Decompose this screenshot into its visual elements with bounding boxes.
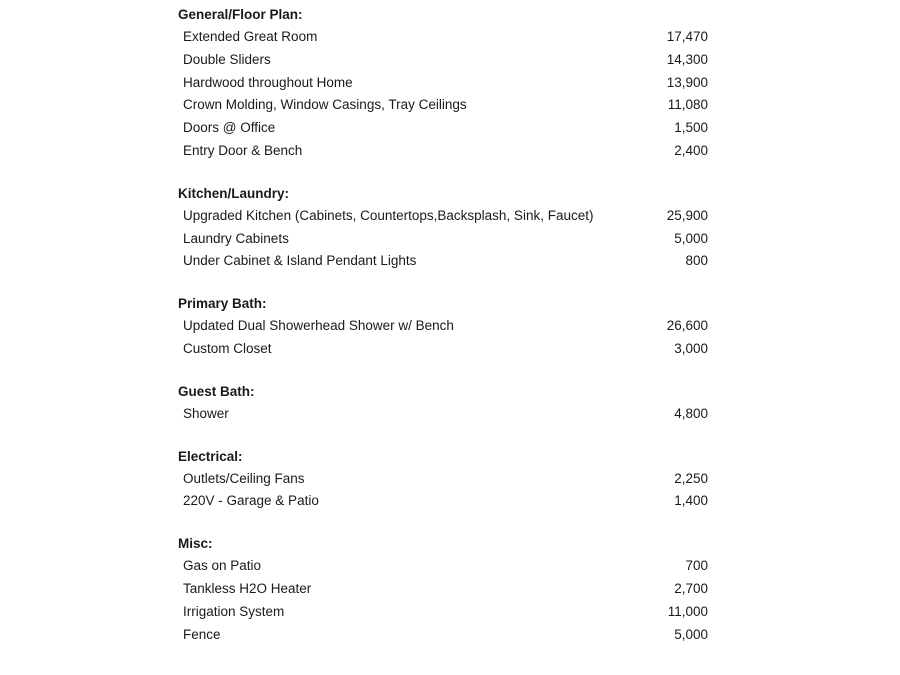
section-primary-bath bbox=[178, 293, 718, 361]
list-item bbox=[178, 468, 718, 491]
section-title: Primary Bath: bbox=[178, 296, 267, 312]
item-label: Entry Door & Bench bbox=[183, 142, 303, 158]
item-amount: 2,700 bbox=[674, 580, 708, 596]
item-amount: 2,250 bbox=[674, 470, 708, 486]
item-label: Upgraded Kitchen (Cabinets, Countertops,Backsplash, Sink, Faucet) bbox=[183, 207, 594, 223]
item-amount: 26,600 bbox=[666, 318, 708, 334]
item-amount: 700 bbox=[685, 558, 708, 574]
item-label: 220V - Garage & Patio bbox=[183, 493, 319, 509]
item-amount: 25,900 bbox=[666, 207, 708, 223]
upgrade-cost-list bbox=[178, 4, 718, 666]
item-amount: 1,400 bbox=[674, 493, 708, 509]
item-label: Shower bbox=[183, 405, 229, 421]
item-label: Hardwood throughout Home bbox=[183, 74, 353, 90]
section-title: Kitchen/Laundry: bbox=[178, 185, 290, 201]
section-guest-bath bbox=[178, 381, 718, 426]
item-label: Updated Dual Showerhead Shower w/ Bench bbox=[183, 318, 454, 334]
list-item bbox=[178, 49, 718, 72]
section-title: Guest Bath: bbox=[178, 383, 255, 399]
item-label: Crown Molding, Window Casings, Tray Ceilings bbox=[183, 97, 467, 113]
list-item bbox=[178, 117, 718, 140]
list-item bbox=[178, 601, 718, 624]
item-label: Laundry Cabinets bbox=[183, 230, 289, 246]
item-label: Irrigation System bbox=[183, 603, 285, 619]
list-item bbox=[178, 250, 718, 273]
list-item bbox=[178, 403, 718, 426]
section-title: Misc: bbox=[178, 536, 213, 552]
list-item bbox=[178, 338, 718, 361]
list-item bbox=[178, 578, 718, 601]
list-item bbox=[178, 315, 718, 338]
item-amount: 5,000 bbox=[674, 626, 708, 642]
item-amount: 4,800 bbox=[674, 405, 708, 421]
item-amount: 17,470 bbox=[666, 29, 708, 44]
item-label: Extended Great Room bbox=[183, 29, 318, 44]
list-item bbox=[178, 228, 718, 251]
item-amount: 3,000 bbox=[674, 340, 708, 356]
list-item bbox=[178, 94, 718, 117]
item-label: Double Sliders bbox=[183, 51, 271, 67]
item-label: Custom Closet bbox=[183, 340, 272, 356]
item-label: Gas on Patio bbox=[183, 558, 262, 574]
list-item bbox=[178, 140, 718, 163]
item-amount: 11,000 bbox=[667, 603, 708, 619]
item-amount: 5,000 bbox=[674, 230, 708, 246]
list-item bbox=[178, 72, 718, 95]
item-amount: 11,080 bbox=[667, 97, 708, 113]
item-label: Doors @ Office bbox=[183, 120, 276, 136]
section-electrical bbox=[178, 446, 718, 514]
item-amount: 13,900 bbox=[666, 74, 708, 90]
item-label: Fence bbox=[183, 626, 221, 642]
list-item bbox=[178, 205, 718, 228]
item-label: Under Cabinet & Island Pendant Lights bbox=[183, 253, 417, 269]
item-amount: 14,300 bbox=[666, 51, 708, 67]
item-label: Outlets/Ceiling Fans bbox=[183, 470, 305, 486]
item-label: Tankless H2O Heater bbox=[183, 580, 312, 596]
section-title: General/Floor Plan: bbox=[178, 7, 303, 22]
item-amount: 2,400 bbox=[674, 142, 708, 158]
item-amount: 1,500 bbox=[674, 120, 708, 136]
section-misc bbox=[178, 533, 718, 646]
list-item bbox=[178, 490, 718, 513]
section-title: Electrical: bbox=[178, 448, 243, 464]
item-amount: 800 bbox=[685, 253, 708, 269]
list-item bbox=[178, 555, 718, 578]
list-item bbox=[178, 26, 718, 49]
list-item bbox=[178, 624, 718, 647]
section-general-floor-plan bbox=[178, 4, 718, 163]
section-kitchen-laundry bbox=[178, 183, 718, 273]
